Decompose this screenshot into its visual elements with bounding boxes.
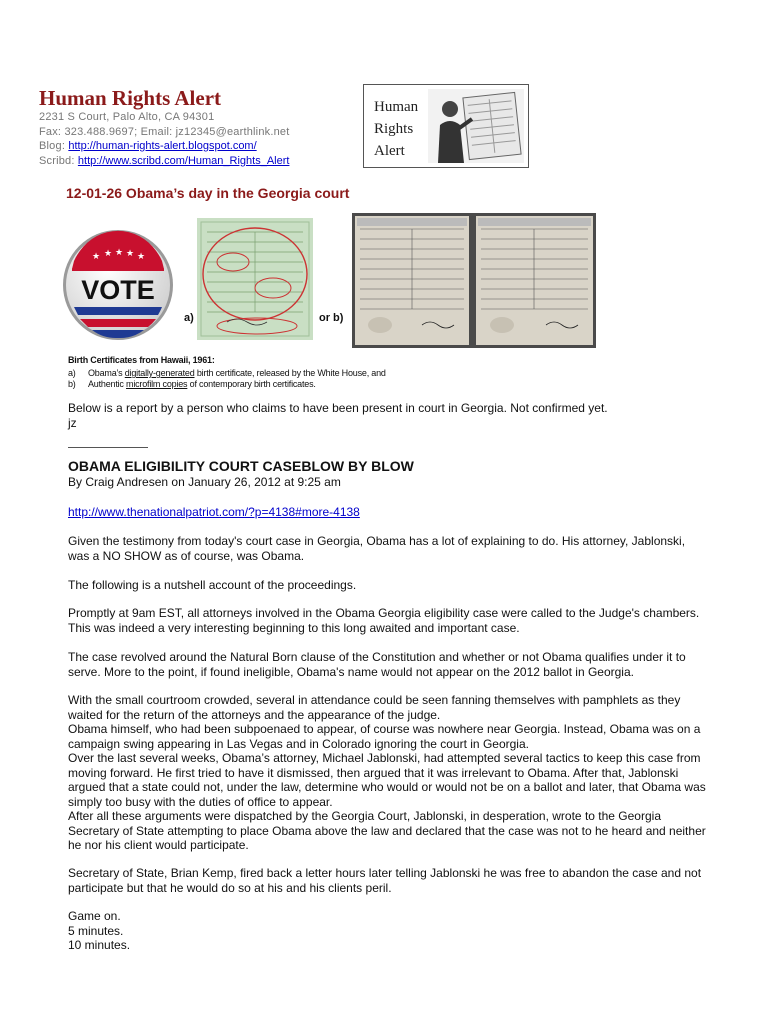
signature-initials: jz — [68, 416, 77, 430]
birth-certificates-b-image — [352, 213, 596, 348]
document-title: 12-01-26 Obama’s day in the Georgia court — [66, 185, 350, 201]
logo-word-rights: Rights — [374, 121, 414, 137]
caption-b-pre: Authentic — [88, 379, 127, 389]
paragraph-line: Secretary of State, Brian Kemp, fired back a letter hours later telling Jablonski he was free to abandon the case and not — [68, 866, 702, 880]
image-label-b: or b) — [319, 312, 344, 324]
paragraph-line: simply too busy with the duties of office to appear. — [68, 794, 333, 809]
logo-word-human: Human — [374, 99, 419, 115]
paragraph-4 — [68, 650, 686, 679]
scribd-link[interactable]: http://www.scribd.com/Human_Rights_Alert — [77, 155, 290, 167]
paragraph-line: serve. More to the point, if found ineligible, Obama's name would not appear on the 2012 ballot in Georgia. — [68, 664, 634, 679]
paragraph-line: The following is a nutshell account of the proceedings. — [68, 578, 357, 592]
caption-item-b — [68, 379, 316, 389]
paragraph-line: Promptly at 9am EST, all attorneys involved in the Obama Georgia eligibility case were called to the Judge's chambers. — [68, 606, 700, 620]
paragraph-line: waited for the return of the attorneys and the appearance of the judge. — [68, 707, 441, 722]
section-divider — [68, 447, 148, 448]
caption-heading: Birth Certificates from Hawaii, 1961: — [68, 355, 215, 365]
paragraph-line: Over the last several weeks, Obama’s attorney, Michael Jablonski, had attempted several tactics to keep this case from — [68, 751, 701, 765]
org-name: Human Rights Alert — [39, 86, 222, 110]
caption-item-a — [68, 368, 386, 378]
paragraph-line: moving forward. He first tried to have it dismissed, then argued that it was irrelevant to Obama. After that, Jablonski — [68, 765, 679, 780]
scribd-line — [39, 155, 289, 167]
vote-text: VOTE — [81, 275, 155, 305]
svg-text:★: ★ — [126, 249, 135, 259]
logo-word-alert: Alert — [374, 143, 405, 159]
blog-line — [39, 140, 257, 152]
paragraph-line: participate but that he would do so at his and his clients peril. — [68, 880, 392, 895]
org-address: 2231 S Court, Palo Alto, CA 94301 — [39, 111, 215, 123]
paragraph-line: The case revolved around the Natural Born clause of the Constitution and whether or not Obama qualifies under it to — [68, 650, 686, 664]
paragraph-line: Obama himself, who had been subpoenaed to appear, of course was nowhere near Georgia. Instead, Obama was on a — [68, 722, 701, 736]
paragraph-3 — [68, 606, 699, 635]
paragraph-line: Secretary of State attempting to place Obama above the law and declared that the case was not to he heard and neither — [68, 823, 706, 838]
article-title: OBAMA ELIGIBILITY COURT CASEBLOW BY BLOW — [68, 458, 414, 474]
paragraph-5 — [68, 693, 706, 853]
scribd-label: Scribd: — [39, 155, 75, 167]
caption-a-label: a) — [68, 368, 76, 378]
vote-badge-image — [62, 229, 174, 341]
paragraph-line: 5 minutes. — [68, 923, 124, 938]
paragraph-7 — [68, 909, 130, 953]
paragraph-line: Game on. — [68, 909, 121, 923]
paragraph-line: 10 minutes. — [68, 938, 131, 952]
blog-label: Blog: — [39, 140, 66, 152]
paragraph-line: With the small courtroom crowded, several in attendance could be seen fanning themselves with pamphlets as they — [68, 693, 681, 707]
paragraph-line: campaign swing appearing in Las Vegas and in Colorado ignoring the court in Georgia. — [68, 736, 529, 751]
image-label-a: a) — [184, 312, 194, 324]
caption-b-link: microfilm copies — [126, 379, 188, 389]
logo-figure-image — [428, 89, 524, 163]
paragraph-line: was a NO SHOW as of course, was Obama. — [68, 548, 305, 563]
paragraph-6 — [68, 866, 701, 895]
paragraph-line: Given the testimony from today's court case in Georgia, Obama has a lot of explaining to do. His attorney, Jablonski, — [68, 534, 686, 548]
paragraph-line: After all these arguments were dispatched by the Georgia Court, Jablonski, in desperation, wrote to the Georgia — [68, 809, 661, 823]
svg-text:★: ★ — [115, 248, 124, 258]
paragraph-line: argued that a state could not, under the law, determine who would or would not be on a ballot and later, that Obama was — [68, 780, 706, 794]
paragraph-2 — [68, 578, 356, 593]
hra-logo — [363, 84, 529, 168]
caption-a-pre: Obama’s — [88, 368, 125, 378]
svg-text:★: ★ — [104, 249, 113, 259]
caption-b-post: of contemporary birth certificates. — [187, 379, 316, 389]
article-byline: By Craig Andresen on January 26, 2012 at 9:25 am — [68, 475, 341, 489]
birth-certificate-a-image — [197, 218, 313, 340]
paragraph-line: he nor his client would participate. — [68, 838, 249, 852]
intro-text: Below is a report by a person who claims to have been present in court in Georgia. Not confirmed yet. — [68, 401, 608, 415]
paragraph-line: This was indeed a very interesting beginning to this long awaited and important case. — [68, 620, 520, 635]
org-fax-email: Fax: 323.488.9697; Email: jz12345@earthlink.net — [39, 126, 290, 138]
blog-link[interactable]: http://human-rights-alert.blogspot.com/ — [68, 140, 257, 152]
caption-a-link: digitally-generated — [124, 368, 195, 378]
article-source-link[interactable]: http://www.thenationalpatriot.com/?p=4138#more-4138 — [68, 505, 360, 519]
svg-text:★: ★ — [137, 252, 146, 262]
caption-b-label: b) — [68, 379, 76, 389]
caption-a-post: birth certificate, released by the White House, and — [194, 368, 386, 378]
paragraph-1 — [68, 534, 685, 563]
svg-text:★: ★ — [92, 252, 101, 262]
